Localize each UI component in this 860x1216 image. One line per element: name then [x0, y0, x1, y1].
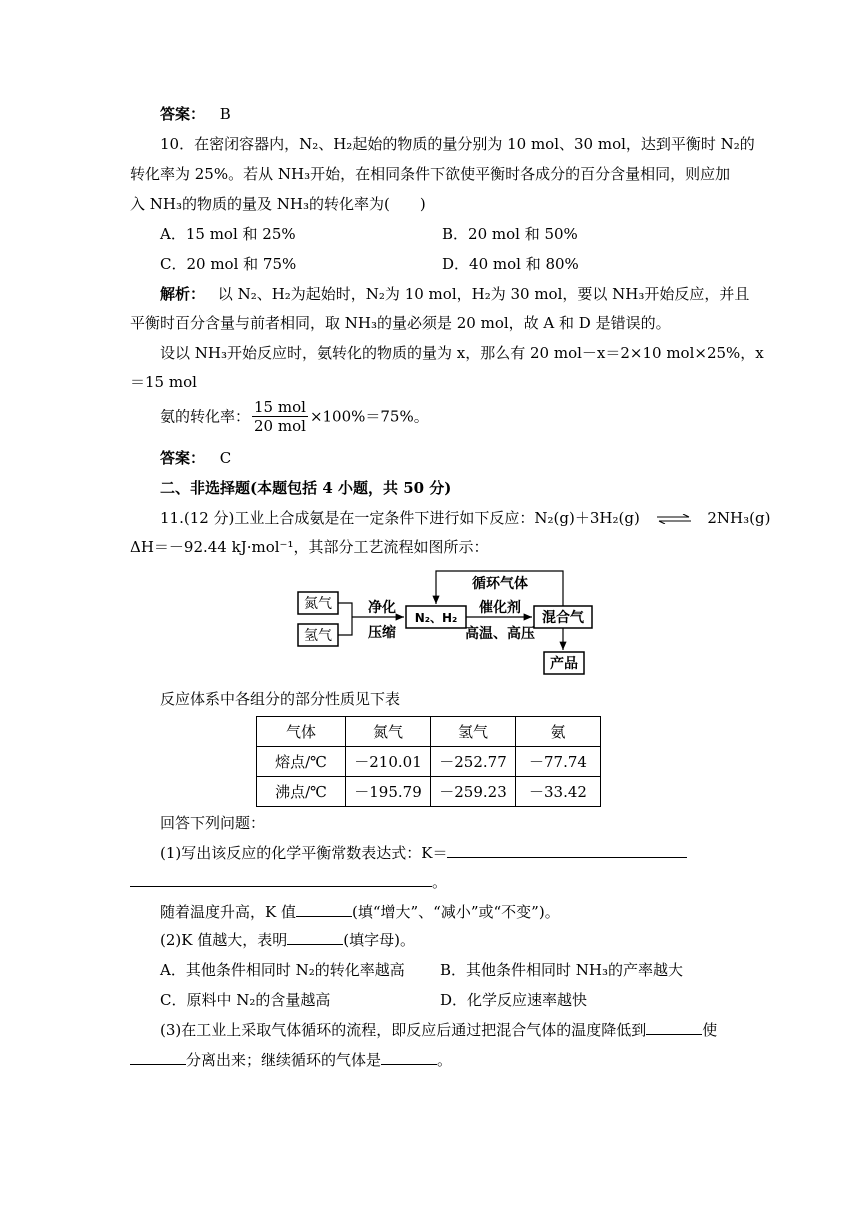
table-header: 气体 — [257, 717, 346, 747]
fraction-denominator: 20 mol — [254, 417, 306, 435]
h2-label: 氢气 — [304, 628, 332, 644]
table-header: 氨 — [516, 717, 601, 747]
table-cell: －195.79 — [346, 777, 431, 807]
table-cell: 熔点/℃ — [257, 747, 346, 777]
blank-field[interactable] — [296, 902, 352, 917]
analysis-text-1: 以 N₂、H₂为起始时，N₂为 10 mol，H₂为 30 mol，要以 NH₃开始反应，并且 — [217, 285, 750, 303]
answer-value: B — [219, 105, 231, 123]
p2-option-c: C．原料中 N₂的含量越高 — [160, 991, 331, 1009]
conditions-label: 高温、高压 — [465, 626, 535, 642]
analysis-line4: ＝15 mol — [130, 373, 197, 391]
q11-line2: ΔH＝－92.44 kJ·mol⁻¹，其部分工艺流程如图所示： — [130, 538, 489, 556]
blank-field[interactable] — [447, 843, 687, 858]
p2-post: (填字母)。 — [343, 931, 415, 949]
blank-field[interactable] — [381, 1050, 437, 1065]
table-row — [257, 777, 601, 807]
table-cell: －252.77 — [431, 747, 516, 777]
answer-label: 答案： — [160, 105, 206, 123]
answer-prompt: 回答下列问题： — [160, 814, 266, 832]
analysis-line2: 平衡时百分含量与前者相同，取 NH₃的量必须是 20 mol，故 A 和 D 是错误的。 — [130, 314, 671, 332]
catalyst-label: 催化剂 — [479, 600, 521, 616]
compress-label: 压缩 — [368, 625, 396, 641]
p3-line — [160, 1020, 717, 1040]
p3-line-continued — [130, 1050, 452, 1070]
p3-post: 使 — [702, 1021, 718, 1039]
table-cell: －259.23 — [431, 777, 516, 807]
table-intro: 反应体系中各组分的部分性质见下表 — [160, 690, 401, 708]
analysis-line3: 设以 NH₃开始反应时，氨转化的物质的量为 x，那么有 20 mol－x＝2×10 mol×25%，x — [160, 344, 764, 362]
p3b-end: 。 — [437, 1051, 453, 1069]
p2-option-b: B．其他条件相同时 NH₃的产率越大 — [440, 961, 684, 979]
p2-pre: (2)K 值越大，表明 — [160, 931, 288, 949]
n2-label: 氮气 — [304, 596, 332, 612]
recycle-label: 循环气体 — [472, 576, 528, 592]
answer-line-10 — [160, 448, 231, 468]
q10-line1: 10．在密闭容器内，N₂、H₂起始的物质的量分别为 10 mol、30 mol，达到平衡时 N₂的 — [160, 135, 755, 153]
table-cell: 沸点/℃ — [257, 777, 346, 807]
process-flow-diagram — [290, 566, 610, 678]
table-header: 氮气 — [346, 717, 431, 747]
p1-end: 。 — [432, 873, 448, 891]
p2-option-d: D．化学反应速率越快 — [440, 991, 588, 1009]
analysis-label: 解析： — [160, 285, 206, 303]
q10-option-a: A．15 mol 和 25% — [160, 225, 296, 243]
q10-option-b: B．20 mol 和 50% — [442, 225, 578, 243]
answer-line-9 — [160, 104, 231, 124]
blank-field[interactable] — [130, 1050, 186, 1065]
table-cell: －77.74 — [516, 747, 601, 777]
product-label: 产品 — [550, 656, 578, 672]
conversion-formula — [160, 398, 429, 435]
q10-option-d: D．40 mol 和 80% — [442, 255, 579, 273]
q11-product: 2NH₃(g) — [707, 509, 771, 527]
table-header: 氢气 — [431, 717, 516, 747]
answer-value: C — [219, 449, 232, 467]
table-row — [257, 747, 601, 777]
equilibrium-arrow-icon — [657, 509, 691, 529]
answer-label: 答案： — [160, 449, 206, 467]
q10-line3: 入 NH₃的物质的量及 NH₃的转化率为( ) — [130, 195, 426, 213]
fraction-numerator: 15 mol — [254, 398, 306, 416]
section-heading: 二、非选择题(本题包括 4 小题，共 50 分) — [160, 479, 452, 497]
mixed-gas-label: 混合气 — [542, 610, 584, 626]
q10-option-c: C．20 mol 和 75% — [160, 255, 297, 273]
q11-line1 — [160, 508, 770, 529]
p1b-pre: 随着温度升高，K 值 — [160, 903, 296, 921]
p3-pre: (3)在工业上采取气体循环的流程，即反应后通过把混合气体的温度降低到 — [160, 1021, 647, 1039]
p2-line — [160, 930, 415, 950]
table-cell: －210.01 — [346, 747, 431, 777]
q10-line2: 转化率为 25%。若从 NH₃开始，在相同条件下欲使平衡时各成分的百分含量相同，则应加 — [130, 165, 731, 183]
blank-field[interactable] — [646, 1020, 702, 1035]
blank-field[interactable] — [130, 872, 432, 887]
p1b-line — [160, 902, 560, 922]
fraction — [252, 398, 308, 435]
table-cell: －33.42 — [516, 777, 601, 807]
p2-option-a: A．其他条件相同时 N₂的转化率越高 — [160, 961, 405, 979]
p1-text: (1)写出该反应的化学平衡常数表达式：K＝ — [160, 844, 448, 862]
q11-equation: 11.(12 分)工业上合成氨是在一定条件下进行如下反应：N₂(g)＋3H₂(g) — [160, 509, 640, 527]
p1-line — [160, 843, 687, 863]
p3b-mid: 分离出来；继续循环的气体是 — [186, 1051, 382, 1069]
table-header-row — [257, 717, 601, 747]
reactor-label: N₂、H₂ — [414, 611, 458, 625]
conversion-suffix: ×100%＝75%。 — [309, 407, 429, 426]
blank-field[interactable] — [287, 930, 343, 945]
p1-line-continued — [130, 872, 447, 892]
property-table — [256, 716, 601, 807]
conversion-prefix: 氨的转化率： — [160, 407, 251, 426]
analysis-line1 — [160, 284, 749, 304]
p1b-post: (填“增大”、“减小”或“不变”)。 — [351, 903, 560, 921]
purify-label: 净化 — [368, 600, 396, 616]
